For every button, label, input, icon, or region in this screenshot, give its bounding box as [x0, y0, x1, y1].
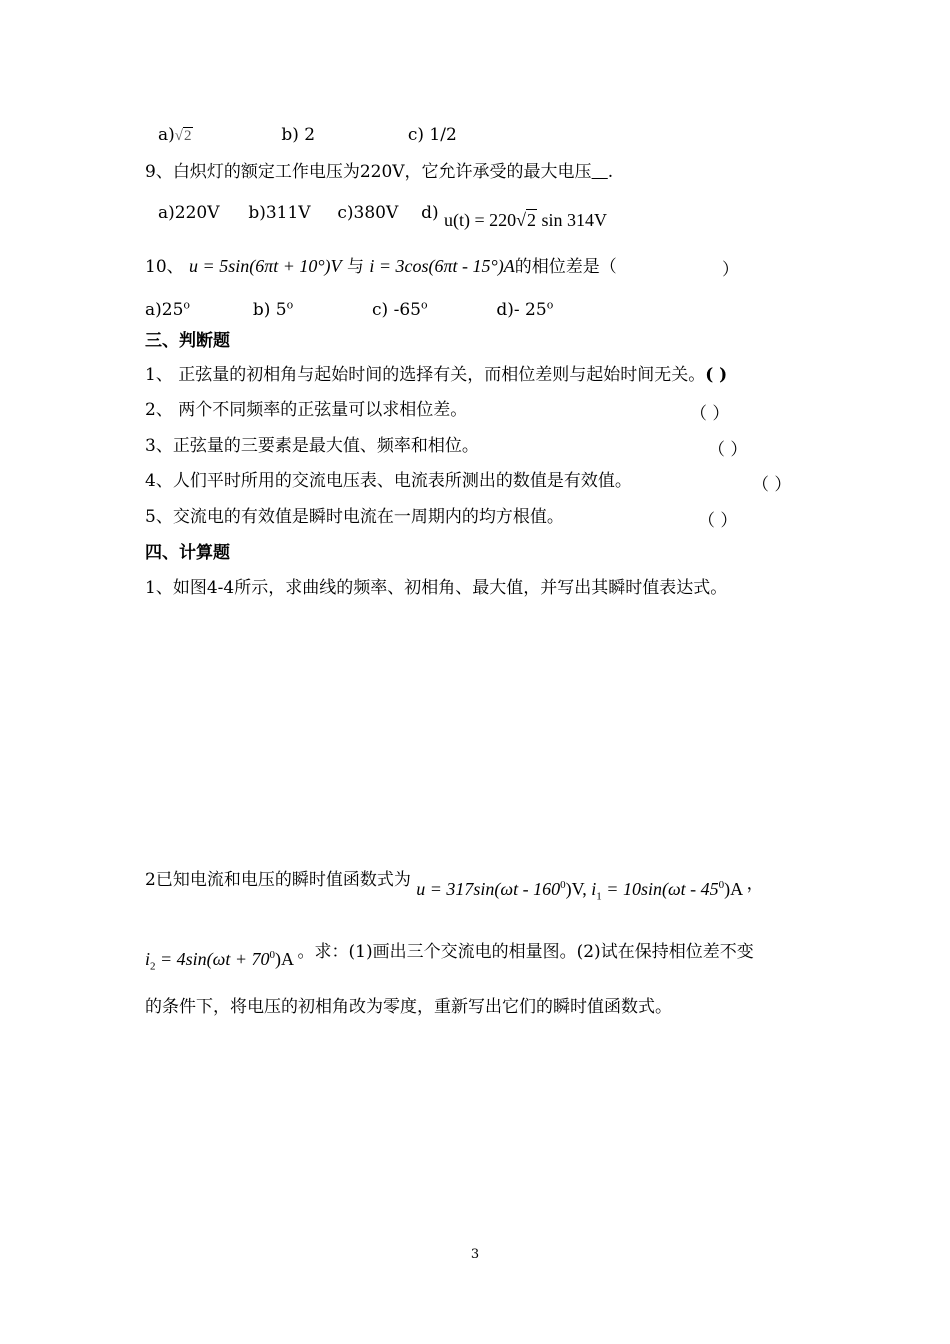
q9-stem: 9、白炽灯的额定工作电压为220V，它允许承受的最大电压 .: [145, 162, 614, 182]
judge-item-4: 4、人们平时所用的交流电压表、电流表所测出的数值是有效值。: [145, 471, 632, 491]
q9-option-d: d): [421, 203, 439, 223]
calc-q2-formula-u: $u = 317\sin(\omega t - 160^0)V$, $i_1 = 10\sin(\omega t - 45^0)A$: [416, 879, 743, 903]
section3-title: 三、判断题: [145, 331, 230, 351]
q10-option-c: c) -65$^o$: [372, 298, 428, 320]
q10-paren: ）: [722, 260, 739, 280]
judge-item-3: 3、正弦量的三要素是最大值、频率和相位。: [145, 436, 479, 456]
calc-q2-formula-i2: $i_2 = 4\sin(\omega t + 70^0)A$: [145, 949, 294, 973]
calc-q2-line2: $i_2 = 4\sin(\omega t + 70^0)A$ 。求：(1)画出三个交流电的相量图。(2)试在保持相位差不变: [145, 942, 754, 973]
judge-item-4-paren: （ ）: [752, 475, 792, 495]
q9-option-c: c)380V: [337, 203, 399, 223]
judge-item-2-paren: （ ）: [690, 404, 730, 424]
q8-option-b: b) 2: [281, 125, 316, 145]
q10-option-d: d)- 25$^o$: [496, 298, 554, 320]
q10-options: [145, 294, 553, 321]
calc-q2-line3: 的条件下，将电压的初相角改为零度，重新写出它们的瞬时值函数式。: [145, 997, 672, 1017]
section4-title: 四、计算题: [145, 543, 230, 563]
calc-q1: 1、如图4-4所示，求曲线的频率、初相角、最大值，并写出其瞬时值表达式。: [145, 578, 728, 598]
judge-item-5-paren: （ ）: [698, 511, 738, 531]
judge-item-1: 1、 正弦量的初相角与起始时间的选择有关，而相位差则与起始时间无关。( ): [145, 365, 728, 385]
q10-option-b: b) 5$^o$: [252, 298, 294, 320]
q9-options: [158, 201, 608, 230]
judge-item-5: 5、交流电的有效值是瞬时电流在一周期内的均方根值。: [145, 507, 564, 527]
q9-option-d-formula: u(t) = 220√2 sin 314V: [444, 210, 608, 230]
q10-i-formula: i = 3cos(6πt - 15°)A: [369, 256, 515, 276]
page-number: 3: [470, 1247, 480, 1262]
q8-option-a: a)√2: [158, 125, 192, 145]
q10-u-formula: u = 5sin(6πt + 10°)V: [189, 256, 342, 276]
q9-option-a: a)220V: [158, 203, 220, 223]
q8-option-c: c) 1/2: [407, 125, 457, 145]
q10-stem: 10、 u = 5sin(6πt + 10°)V 与 i = 3cos(6πt - 15°)A的相位差是（: [145, 256, 617, 277]
q8-options: [158, 124, 457, 147]
judge-item-2: 2、 两个不同频率的正弦量可以求相位差。: [145, 400, 468, 420]
judge-item-3-paren: （ ）: [708, 440, 748, 460]
q9-option-b: b)311V: [248, 203, 311, 223]
calc-q2-line1: 2已知电流和电压的瞬时值函数式为 $u = 317\sin(\omega t - 160^0)V$, $i_1 = 10\sin(\omega t - 45^0)A$ ，: [145, 870, 764, 903]
q10-option-a: a)25$^o$: [145, 298, 191, 320]
